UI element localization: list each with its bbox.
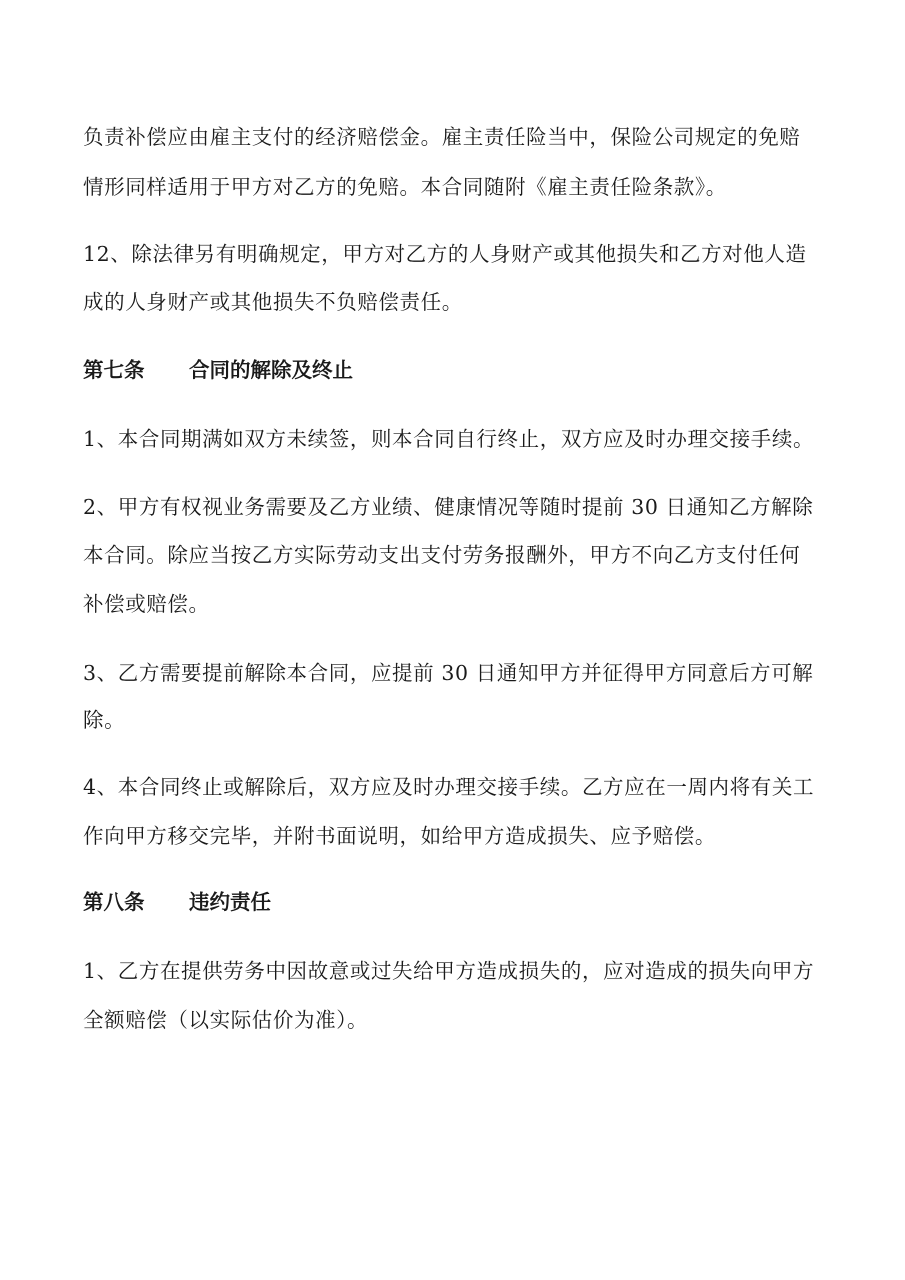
paragraph-line: 补偿或赔偿。 [83,592,210,616]
paragraph-line: 作向甲方移交完毕，并附书面说明，如给甲方造成损失、应予赔偿。 [83,824,716,848]
paragraph-line: 本合同。除应当按乙方实际劳动支出支付劳务报酬外，甲方不向乙方支付任何 [83,543,801,567]
article-number: 第七条 [83,358,145,382]
article-number: 第八条 [83,890,145,914]
paragraph-line: 2、甲方有权视业务需要及乙方业绩、健康情况等随时提前 30 日通知乙方解除 [83,495,814,519]
paragraph-line: 全额赔偿（以实际估价为准）。 [83,1008,369,1032]
paragraph-line: 3、乙方需要提前解除本合同，应提前 30 日通知甲方并征得甲方同意后方可解 [83,661,814,685]
paragraph-line: 12、除法律另有明确规定，甲方对乙方的人身财产或其他损失和乙方对他人造 [83,242,807,266]
article-title: 违约责任 [189,890,271,914]
paragraph-line: 1、乙方在提供劳务中因故意或过失给甲方造成损失的，应对造成的损失向甲方 [83,959,815,983]
article-heading [83,889,271,915]
article-title: 合同的解除及终止 [189,358,353,382]
paragraph-line: 负责补偿应由雇主支付的经济赔偿金。雇主责任险当中，保险公司规定的免赔 [83,125,801,149]
paragraph-line: 情形同样适用于甲方对乙方的免赔。本合同随附《雇主责任险条款》。 [83,175,727,199]
article-heading [83,357,353,383]
paragraph-line: 成的人身财产或其他损失不负赔偿责任。 [83,290,463,314]
paragraph-line: 除。 [83,708,126,732]
paragraph-line: 1、本合同期满如双方未续签，则本合同自行终止，双方应及时办理交接手续。 [83,427,815,451]
paragraph-line: 4、本合同终止或解除后，双方应及时办理交接手续。乙方应在一周内将有关工 [83,775,815,799]
